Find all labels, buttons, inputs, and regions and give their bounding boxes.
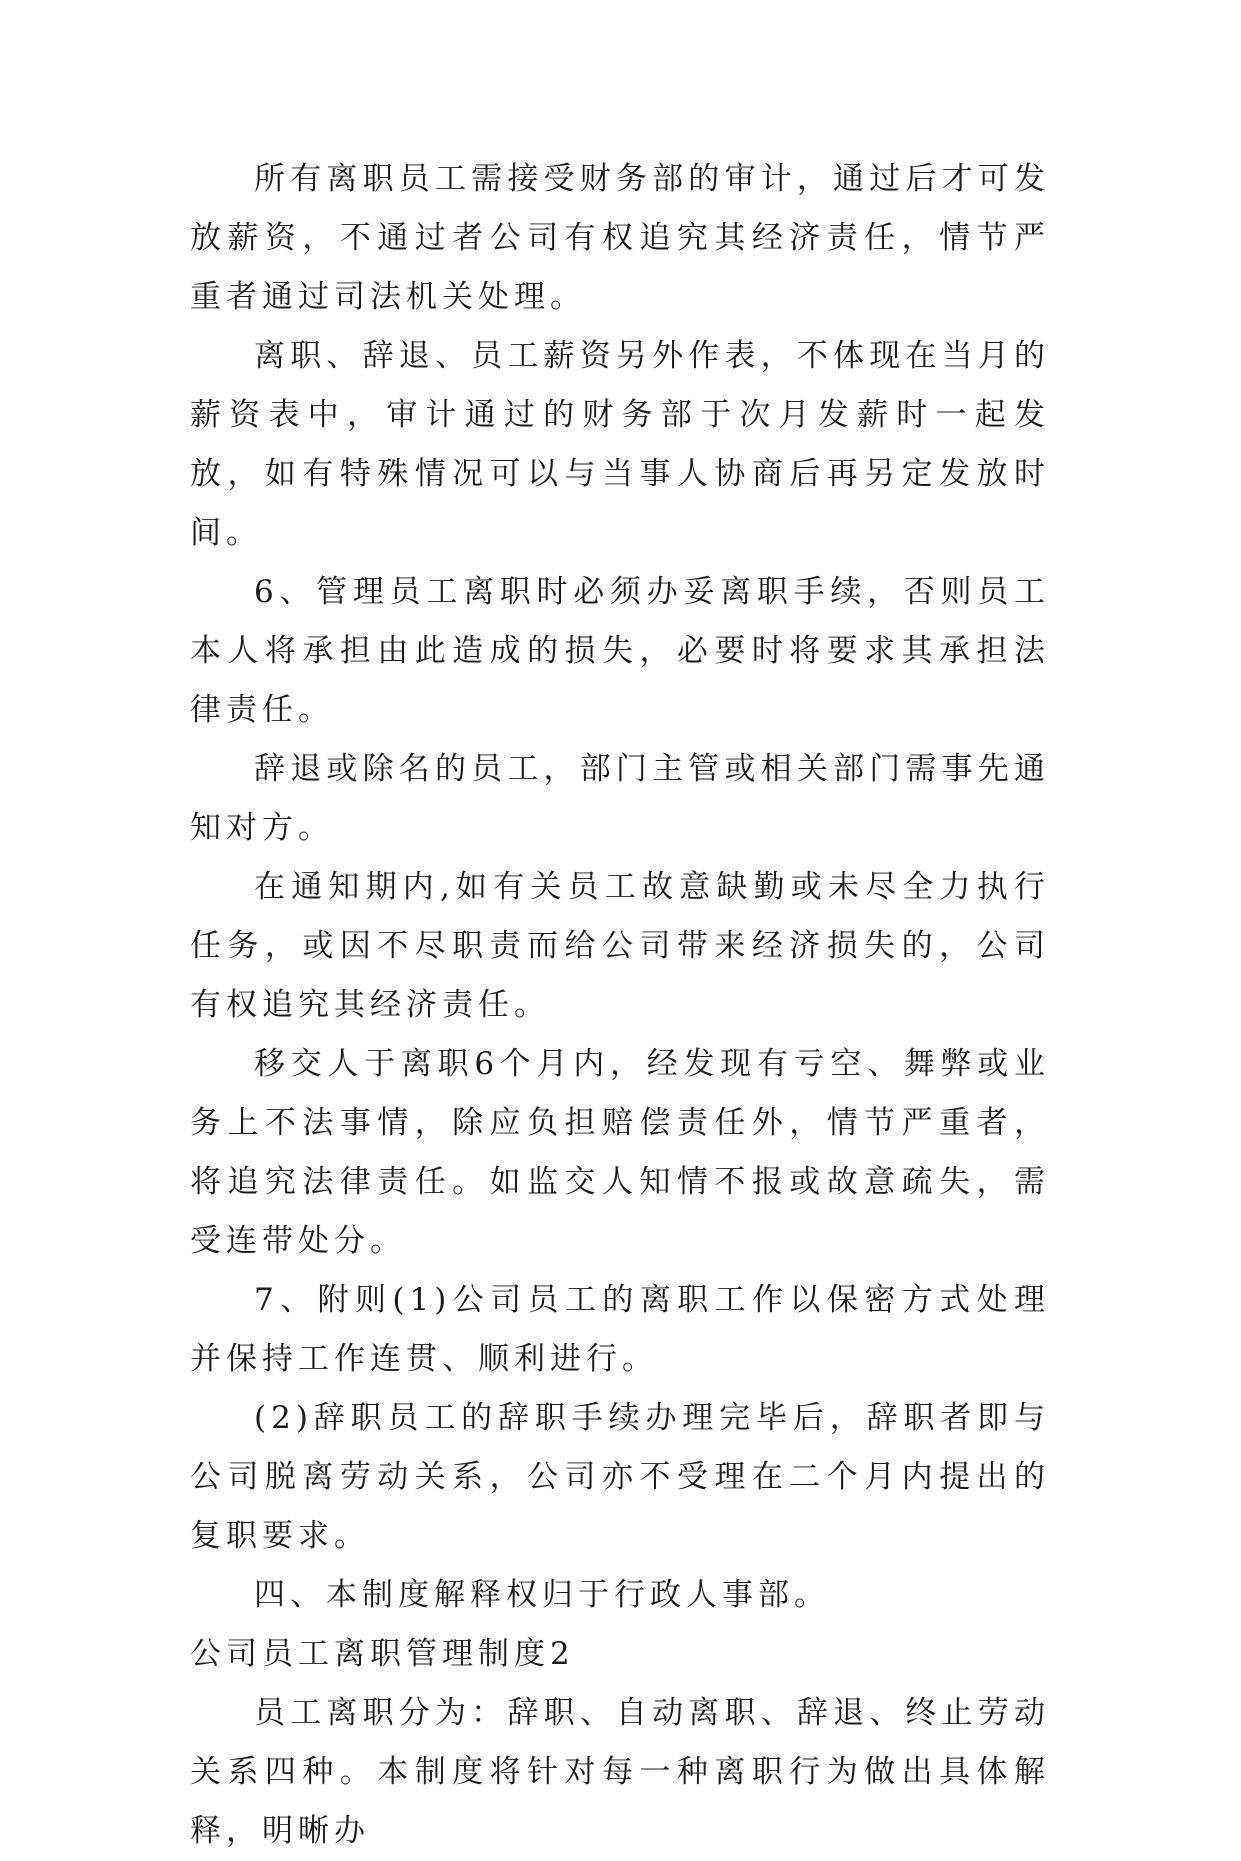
- paragraph-interpretation: 四、本制度解释权归于行政人事部。: [254, 1577, 830, 1613]
- paragraph-audit: 所有离职员工需接受财务部的审计，通过后才可发放薪资，不通过者公司有权追究其经济责任，情节严重者通过司法机关处理。: [190, 161, 1050, 315]
- document-body: [190, 150, 1050, 1861]
- paragraph-item-6: 6、管理员工离职时必须办妥离职手续，否则员工本人将承担由此造成的损失，必要时将要求其承担法律责任。: [190, 574, 1050, 728]
- paragraph-item-7-2: (2)辞职员工的辞职手续办理完毕后，辞职者即与公司脱离劳动关系，公司亦不受理在二个月内提出的复职要求。: [190, 1400, 1050, 1554]
- paragraph-handover: 移交人于离职6个月内，经发现有亏空、舞弊或业务上不法事情，除应负担赔偿责任外，情节严重者，将追究法律责任。如监交人知情不报或故意疏失，需受连带处分。: [190, 1046, 1050, 1259]
- paragraph-notice-period: 在通知期内,如有关员工故意缺勤或未尽全力执行任务，或因不尽职责而给公司带来经济损失的，公司有权追究其经济责任。: [190, 869, 1050, 1023]
- paragraph-item-7: 7、附则(1)公司员工的离职工作以保密方式处理并保持工作连贯、顺利进行。: [190, 1282, 1050, 1377]
- paragraph-resignation-types: 员工离职分为：辞职、自动离职、辞退、终止劳动关系四种。本制度将针对每一种离职行为做出具体解释，明晰办: [190, 1695, 1050, 1849]
- paragraph-salary-table: 离职、辞退、员工薪资另外作表，不体现在当月的薪资表中，审计通过的财务部于次月发薪时一起发放，如有特殊情况可以与当事人协商后再另定发放时间。: [190, 338, 1050, 551]
- section-heading: 公司员工离职管理制度2: [190, 1636, 575, 1672]
- paragraph-dismissal-notice: 辞退或除名的员工，部门主管或相关部门需事先通知对方。: [190, 751, 1050, 846]
